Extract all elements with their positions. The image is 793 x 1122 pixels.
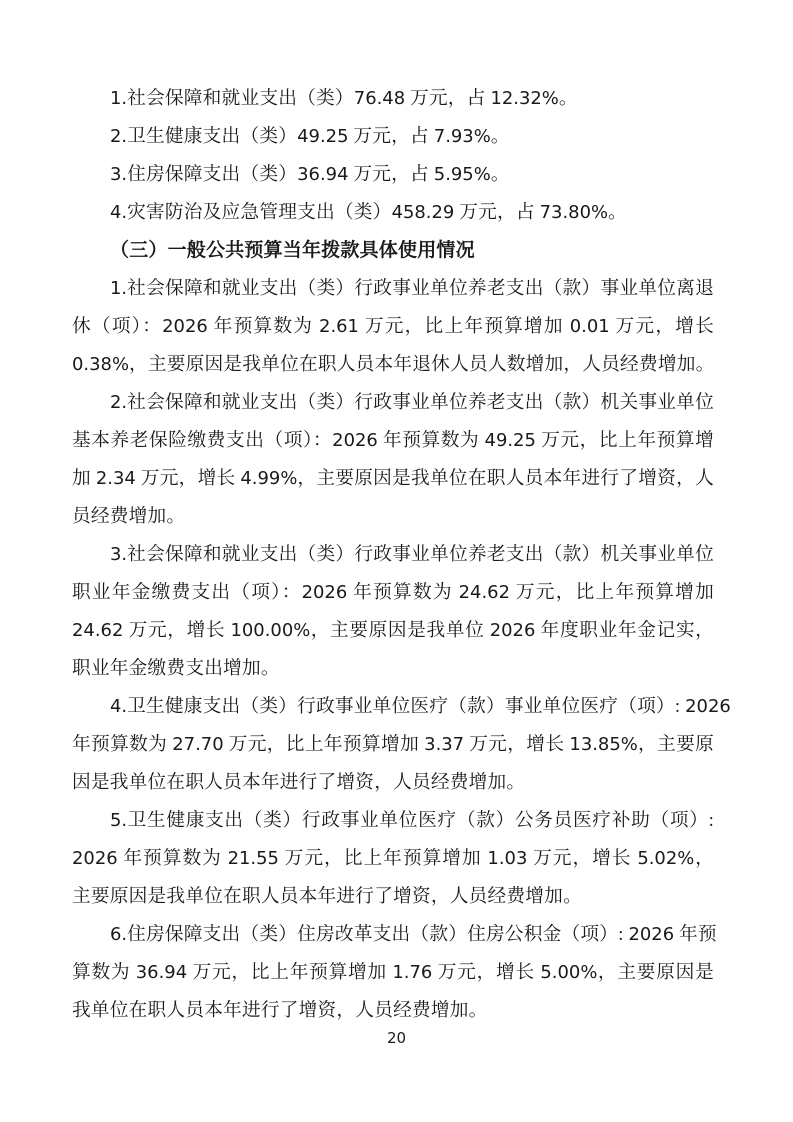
numeric-value: 2.34: [95, 468, 136, 489]
summary-item-disaster: 4.灾害防治及应急管理支出（类）458.29 万元，占 73.80%。: [110, 202, 627, 223]
paragraph-5-line: 5.卫生健康支出（类）行政事业单位医疗（款）公务员医疗补助（项）:: [110, 810, 714, 831]
paragraph-3-line: 职业年金缴费支出（项）：2026 年预算数为 24.62 万元，比上年预算增加: [72, 582, 714, 603]
numeric-value: 2.: [110, 126, 128, 147]
paragraph-5-line: 主要原因是我单位在职人员本年进行了增资，人员经费增加。: [72, 886, 582, 907]
paragraph-4-line: 因是我单位在职人员本年进行了增资，人员经费增加。: [72, 772, 526, 793]
numeric-value: 24.62: [72, 620, 124, 641]
numeric-value: 27.70: [172, 734, 224, 755]
paragraph-6-line: 我单位在职人员本年进行了增资，人员经费增加。: [72, 1000, 488, 1021]
numeric-value: 2026: [685, 696, 731, 717]
paragraph-2-line: 员经费增加。: [72, 506, 186, 527]
numeric-value: 76.48: [353, 88, 406, 109]
numeric-value: 4.: [110, 696, 128, 717]
numeric-value: 2026: [489, 620, 536, 641]
numeric-value: 2026: [162, 316, 208, 337]
numeric-value: 21.55: [227, 848, 279, 869]
numeric-value: 5.: [110, 810, 128, 831]
paragraph-1-line: 休（项）：2026 年预算数为 2.61 万元，比上年预算增加 0.01 万元，增长: [72, 316, 715, 337]
paragraph-2-line: 加 2.34 万元，增长 4.99%，主要原因是我单位在职人员本年进行了增资，人: [72, 468, 715, 489]
paragraph-4-line: 年预算数为 27.70 万元，比上年预算增加 3.37 万元，增长 13.85%，主要原: [72, 734, 714, 755]
numeric-value: 2026: [628, 924, 675, 945]
paragraph-3-line: 职业年金缴费支出增加。: [72, 658, 280, 679]
numeric-value: 49.25: [297, 126, 349, 147]
numeric-value: 1.76: [392, 962, 433, 983]
summary-item-health: 2.卫生健康支出（类）49.25 万元，占 7.93%。: [110, 126, 510, 147]
numeric-value: 7.93%: [433, 126, 491, 147]
paragraph-6-line: 6.住房保障支出（类）住房改革支出（款）住房公积金（项）: 2026 年预: [110, 924, 717, 945]
numeric-value: 2.: [110, 392, 128, 413]
numeric-value: 2026: [301, 582, 348, 603]
paragraph-3-line: 24.62 万元，增长 100.00%，主要原因是我单位 2026 年度职业年金记实，: [72, 620, 715, 641]
numeric-value: 2026: [72, 848, 118, 869]
numeric-value: 12.32%: [490, 88, 559, 109]
numeric-value: 13.85%: [569, 734, 638, 755]
paragraph-2-line: 2.社会保障和就业支出（类）行政事业单位养老支出（款）机关事业单位: [110, 392, 714, 413]
numeric-value: 2026: [332, 430, 378, 451]
numeric-value: 0.38%: [72, 354, 129, 375]
paragraph-4-line: 4.卫生健康支出（类）行政事业单位医疗（款）事业单位医疗（项）: 2026: [110, 696, 731, 717]
numeric-value: 5.00%: [540, 962, 598, 983]
numeric-value: 3.: [110, 544, 128, 565]
paragraph-2-line: 基本养老保险缴费支出（项）：2026 年预算数为 49.25 万元，比上年预算增: [72, 430, 715, 451]
numeric-value: 100.00%: [230, 620, 311, 641]
numeric-value: 458.29: [391, 202, 455, 223]
numeric-value: 1.03: [487, 848, 528, 869]
numeric-value: 24.62: [458, 582, 510, 603]
document-content: [72, 80, 731, 1030]
numeric-value: 49.25: [484, 430, 536, 451]
numeric-value: 1.: [110, 278, 128, 299]
numeric-value: 4.99%: [240, 468, 298, 489]
numeric-value: 3.37: [424, 734, 465, 755]
paragraph-6-line: 算数为 36.94 万元，比上年预算增加 1.76 万元，增长 5.00%，主要原因是: [72, 962, 714, 983]
paragraph-5-line: 2026 年预算数为 21.55 万元，比上年预算增加 1.03 万元，增长 5.02%，: [72, 848, 715, 869]
numeric-value: 5.95%: [433, 164, 491, 185]
numeric-value: 0.01: [569, 316, 610, 337]
paragraph-1-line: 1.社会保障和就业支出（类）行政事业单位养老支出（款）事业单位离退: [110, 278, 714, 299]
numeric-value: 6.: [110, 924, 128, 945]
numeric-value: 2.61: [319, 316, 359, 337]
numeric-value: 4.: [110, 202, 128, 223]
paragraph-1-line: 0.38%，主要原因是我单位在职人员本年退休人员人数增加，人员经费增加。: [72, 354, 715, 375]
numeric-value: 5.02%: [637, 848, 695, 869]
numeric-value: 3.: [110, 164, 128, 185]
numeric-value: 36.94: [135, 962, 188, 983]
summary-item-social-security: 1.社会保障和就业支出（类）76.48 万元，占 12.32%。: [110, 88, 578, 109]
paragraph-3-line: 3.社会保障和就业支出（类）行政事业单位养老支出（款）机关事业单位: [110, 544, 714, 565]
page-number: 20: [386, 1029, 407, 1047]
numeric-value: 1.: [110, 88, 128, 109]
summary-item-housing: 3.住房保障支出（类）36.94 万元，占 5.95%。: [110, 164, 510, 185]
section-heading: （三）一般公共预算当年拨款具体使用情况: [110, 240, 475, 261]
numeric-value: 36.94: [297, 164, 349, 185]
numeric-value: 73.80%: [539, 202, 609, 223]
